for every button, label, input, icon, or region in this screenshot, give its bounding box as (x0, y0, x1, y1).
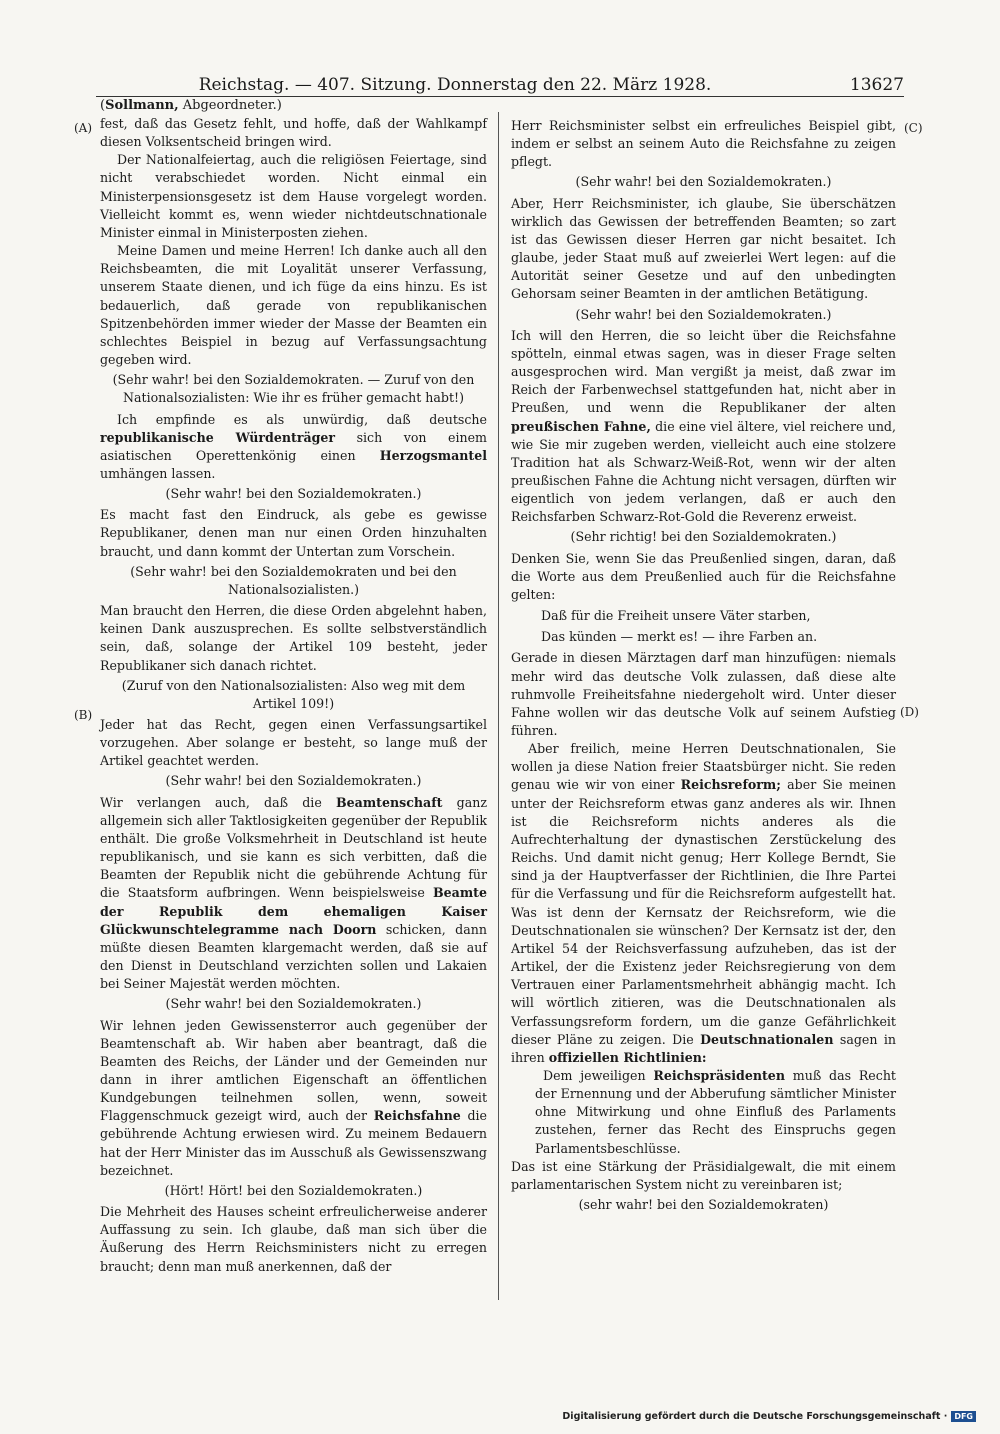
speaker-open-paren: ( (100, 98, 106, 113)
paragraph (100, 794, 487, 994)
text-run: aber Sie meinen unter der Reichsreform etwas ganz anderes als wir. Ihnen ist die Reichsreform nichts anderes als die Aufrechterhaltung der dynastischen Zerstückelung des Reichs. Und damit nicht genug; Herr Kollege Berndt, Sie sind ja der Hauptverfasser der Richtlinien, die Ihre Partei für die Verfassung und für die Reichsreform aufgestellt hat. Was ist denn der Kernsatz der Reichsreform, wie die Deutschnationalen sie wünschen? Der Kernsatz ist der, den Artikel 54 der Reichsverfassung aufzuheben, das ist der Artikel, der die Existenz jeder Reichsregierung von dem Vertrauen einer Parlamentsmehrheit abhängig macht. Ich will wörtlich zitieren, was die Deutschnationalen als Verfassungsreform fordern, um die ganze Gefährlichkeit dieser Pläne zu zeigen. Die (511, 777, 896, 1047)
text-run: sich von einem asiatischen Operettenkönig einen (100, 429, 487, 463)
emphasis-text: Beamte der Republik dem ehemaligen Kaiser Glückwunschtelegramme nach Doorn (100, 885, 487, 937)
interjection: (Sehr wahr! bei den Sozialdemokraten und bei den Nationalsozialisten.) (130, 563, 457, 597)
paragraph: Meine Damen und meine Herren! Ich danke auch all den Reichsbeamten, die mit Loyalität unserer Verfassung, unserem Staate dienen, und ich füge da eins hinzu. Es ist bedauerlich, daß gerade von republikanischen Spitzenbehörden immer wieder der Masse der Beamten ein schlechtes Beispiel in bezug auf Verfassungsachtung gegeben wird. (100, 243, 487, 368)
interjection: (Sehr wahr! bei den Sozialdemokraten.) (575, 306, 832, 322)
text-run: umhängen lassen. (100, 465, 216, 481)
paragraph (511, 740, 896, 1067)
verse-line: Das künden — merkt es! — ihre Farben an. (541, 629, 818, 645)
text-run: schicken, dann müßte diesen Beamten klargemacht werden, daß sie auf den Dienst in Deutschland verzichten sollen und Lakaien bei Seiner Majestät werden möchten. (100, 921, 487, 992)
text-run: ganz allgemein sich aller Taktlosigkeiten gegenüber der Republik enthält. Die große Volksmehrheit in Deutschland ist heute republikanisch, und sie kann es sich verbitten, daß die Beamten der Republik nicht die gebührende Achtung für die Staatsform aufbringen. Wenn beispielsweise (100, 794, 487, 901)
margin-mark-b: (B) (74, 708, 93, 722)
paragraph (100, 411, 487, 484)
paragraph: Der Nationalfeiertag, auch die religiösen Feiertage, sind nicht verabschiedet worden. Nicht einmal ein Ministerpensionsgesetz ist dem Hause vorgelegt worden. Vielleicht kommt es, wenn wieder nichtdeutschnationale Minister einmal in Ministerposten ziehen. (100, 152, 487, 240)
paragraph: Aber, Herr Reichsminister, ich glaube, Sie überschätzen wirklich das Gewissen der betreffenden Beamten; so zart ist das Gewissen dieser Herren gar nicht besaitet. Ich glaube, jeder Staat muß auf zweierlei Wert legen: auf die Autorität seiner Gesetze und auf den unbedingten Gehorsam seiner Beamten in der amtlichen Betätigung. (511, 195, 896, 302)
footer-text: Digitalisierung gefördert durch die Deutsche Forschungsgemeinschaft · (562, 1411, 948, 1422)
emphasis-text: preußischen Fahne, (511, 418, 651, 434)
verse-line: Daß für die Freiheit unsere Väter starben, (541, 608, 811, 624)
quotation (511, 1067, 896, 1158)
paragraph: Jeder hat das Recht, gegen einen Verfassungsartikel vorzugehen. Aber solange er besteht, so lange muß der Artikel geachtet werden. (100, 717, 487, 769)
speaker-line (100, 97, 282, 115)
emphasis-text: Deutschnationalen (700, 1031, 834, 1047)
text-run: Ich empfinde es als unwürdig, daß deutsche (117, 411, 487, 427)
emphasis-text: republikanische Würdenträger (100, 429, 336, 445)
emphasis-text: Reichsfahne (373, 1108, 461, 1124)
text-run: Ich will den Herren, die so leicht über die Reichsfahne spötteln, einmal etwas sagen, was in dieser Frage selten ausgesprochen wird. Man vergißt ja meist, daß zwar im Reich der Farbenwechsel stattgefunden hat, nicht aber in Preußen, und wenn die Republikaner der alten (511, 327, 896, 416)
interjection: (Sehr wahr! bei den Sozialdemokraten.) (165, 486, 422, 502)
paragraph: Herr Reichsminister selbst ein erfreuliches Beispiel gibt, indem er selbst an seinem Auto die Reichsfahne zu zeigen pflegt. (511, 118, 896, 170)
paragraph: Die Mehrheit des Hauses scheint erfreulicherweise anderer Auffassung zu sein. Ich glaube, daß man sich über die Äußerung des Herrn Reichsministers nicht zu erregen braucht; denn man muß anerkennen, daß der (100, 1204, 487, 1274)
interjection: (Sehr wahr! bei den Sozialdemokraten.) (165, 773, 422, 789)
margin-mark-d: (D) (900, 705, 919, 719)
emphasis-text: offiziellen Richtlinien: (548, 1049, 707, 1065)
margin-mark-a: (A) (74, 121, 93, 135)
text-run: muß das Recht der Ernennung und der Abberufung sämtlicher Minister ohne Mitwirkung und ohne Einfluß des Parlaments zustehen, ferner das Recht des Einspruchs gegen Parlamentsbeschlüsse. (535, 1067, 896, 1156)
column-divider (498, 112, 499, 1300)
speaker-role: Abgeordneter.) (182, 98, 282, 113)
speaker-name: Sollmann, (105, 98, 179, 113)
text-run: Wir verlangen auch, daß die (100, 794, 336, 810)
interjection: (Sehr wahr! bei den Sozialdemokraten.) (165, 996, 422, 1012)
paragraph: fest, daß das Gesetz fehlt, und hoffe, daß der Wahlkampf diesen Volksentscheid bringen wird. (100, 116, 487, 150)
emphasis-text: Herzogsmantel (379, 447, 487, 463)
interjection: (sehr wahr! bei den Sozialdemokraten) (578, 1197, 829, 1213)
interjection: (Hört! Hört! bei den Sozialdemokraten.) (164, 1182, 423, 1198)
left-column (100, 115, 487, 1276)
text-run: Dem jeweiligen (543, 1067, 654, 1083)
paragraph: Es macht fast den Eindruck, als gebe es gewisse Republikaner, denen man nur einen Orden hinzuhalten braucht, und dann kommt der Untertan zum Vorschein. (100, 507, 487, 559)
paragraph: Gerade in diesen Märztagen darf man hinzufügen: niemals mehr wird das deutsche Volk zulassen, daß diese alte ruhmvolle Freiheitsfahne niedergeholt wird. Unter dieser Fahne wollen wir das deutsche Volk auf seinem Aufstieg führen. (511, 650, 896, 738)
text-run: sagen in ihren (511, 1031, 896, 1065)
paragraph: Das ist eine Stärkung der Präsidialgewalt, die mit einem parlamentarischen System nicht zu vereinbaren ist; (511, 1158, 896, 1192)
dfg-logo: DFG (951, 1411, 976, 1422)
emphasis-text: Beamtenschaft (336, 794, 443, 810)
paragraph: Denken Sie, wenn Sie das Preußenlied singen, daran, daß die Worte aus dem Preußenlied auch für die Reichsfahne gelten: (511, 550, 896, 602)
text-run: Wir lehnen jeden Gewissensterror auch gegenüber der Beamtenschaft ab. Wir haben aber beantragt, daß die Beamten des Reichs, der Länder und der Gemeinden nur dann in ihrer amtlichen Eigenschaft an öffentlichen Kundgebungen teilnehmen sollen, wenn, soweit Flaggenschmuck gezeigt wird, auch der (100, 1017, 487, 1124)
interjection: (Zuruf von den Nationalsozialisten: Also weg mit dem Artikel 109!) (121, 677, 466, 711)
interjection: (Sehr wahr! bei den Sozialdemokraten. — Zuruf von den Nationalsozialisten: Wie ihr es früher gemacht habt!) (112, 372, 475, 406)
margin-mark-c: (C) (904, 121, 923, 135)
header-title: Reichstag. — 407. Sitzung. Donnerstag den 22. März 1928. (198, 75, 712, 95)
footer (562, 1411, 976, 1422)
right-column (511, 117, 896, 1217)
text-run: die eine viel ältere, viel reichere und, wie Sie mir zugeben werden, vielleicht auch eine stolzere Tradition hat als Schwarz-Weiß-Rot, wenn wir der alten preußischen Fahne die Achtung nicht versagen, dürften wir eigentlich von jedem verlangen, daß er auch den Reichsfarben Schwarz-Rot-Gold die Reverenz erweist. (511, 418, 896, 525)
page-number: 13627 (849, 75, 904, 95)
text-run: die gebührende Achtung erwiesen wird. Zu meinem Bedauern hat der Herr Minister das im Ausschuß als Gewissenszwang bezeichnet. (100, 1108, 488, 1178)
paragraph: Man braucht den Herren, die diese Orden abgelehnt haben, keinen Dank auszusprechen. Es sollte selbstverständlich sein, daß, solange der Artikel 109 besteht, jeder Republikaner sich danach richtet. (100, 603, 487, 673)
emphasis-text: Reichspräsidenten (653, 1067, 785, 1083)
emphasis-text: Reichsreform; (680, 777, 781, 793)
interjection: (Sehr wahr! bei den Sozialdemokraten.) (575, 174, 832, 190)
paragraph (511, 327, 896, 527)
text-run: Aber freilich, meine Herren Deutschnationalen, Sie wollen ja diese Nation freier Staatsbürger nicht. Sie reden genau wie wir von einer (511, 741, 896, 793)
page-header (96, 74, 904, 97)
paragraph (100, 1017, 487, 1180)
interjection: (Sehr richtig! bei den Sozialdemokraten.) (570, 529, 837, 545)
